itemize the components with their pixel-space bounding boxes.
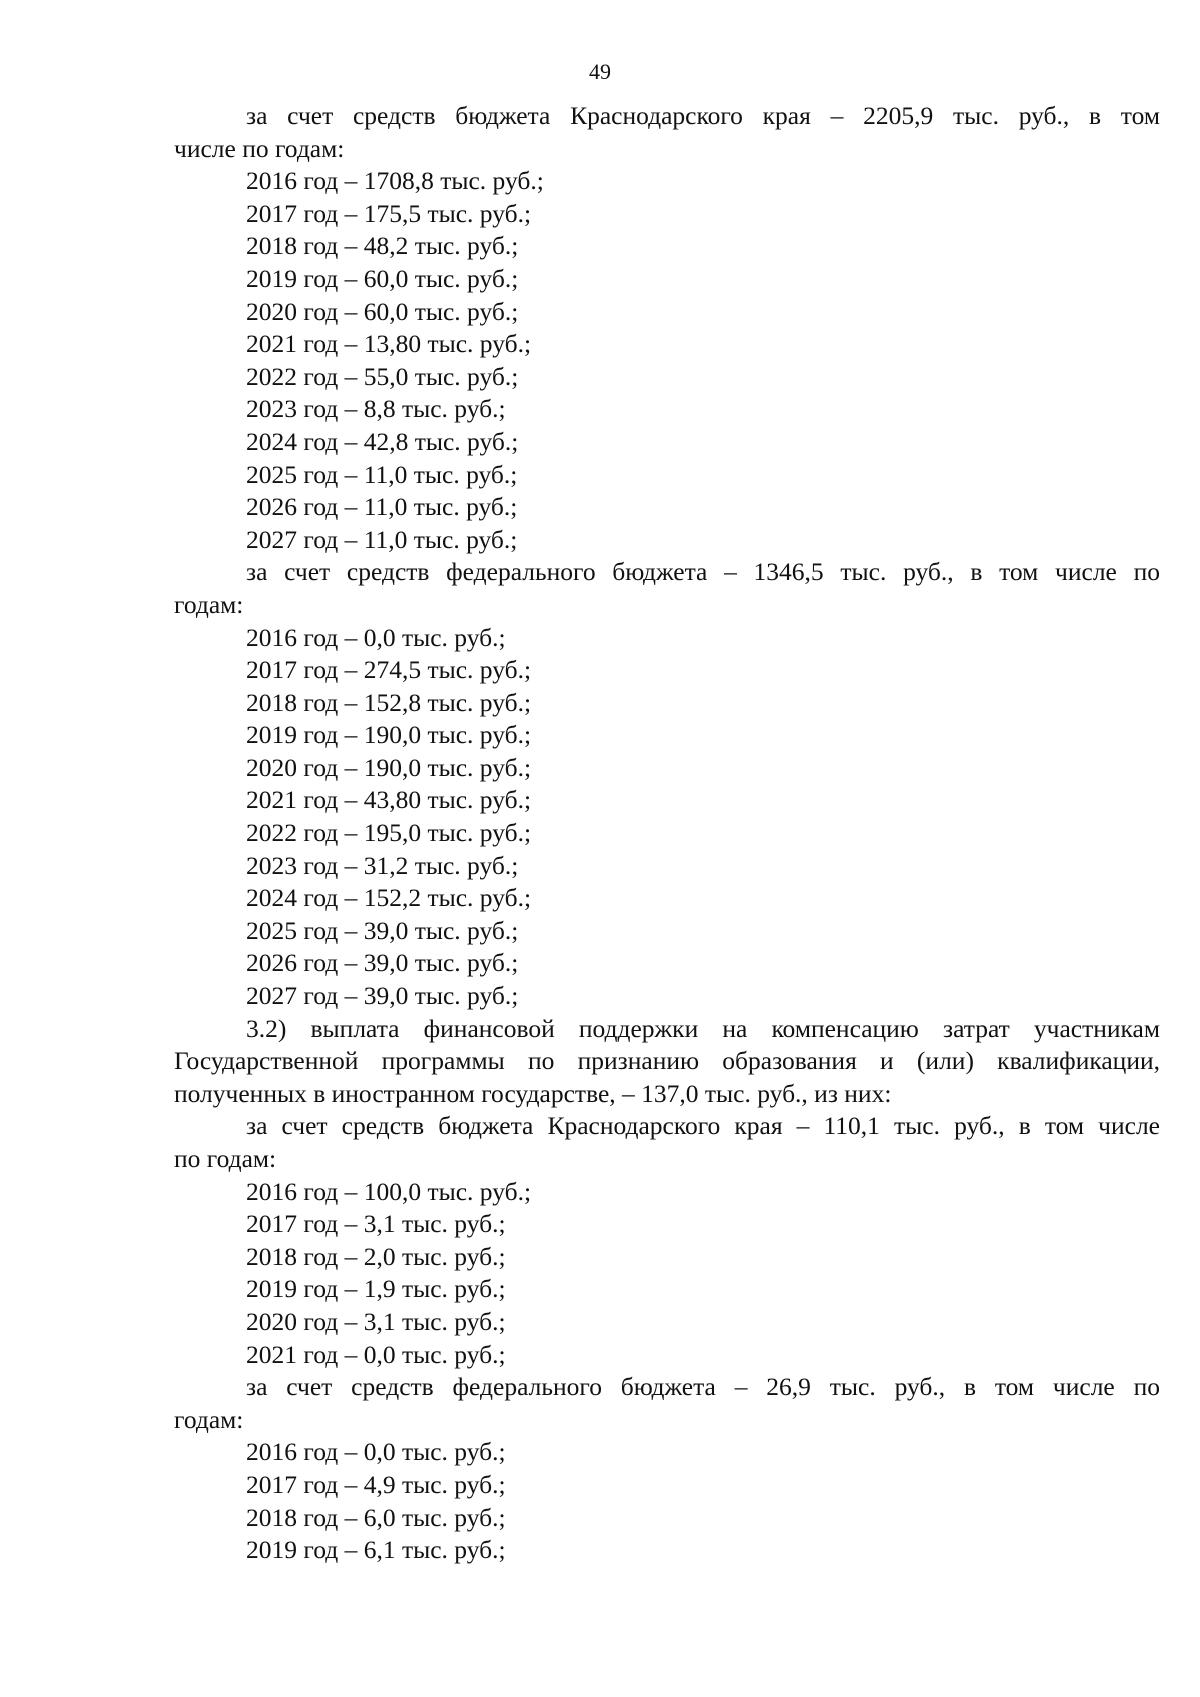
year-amount-line: 2017 год – 4,9 тыс. руб.; (246, 1469, 506, 1499)
year-amount-line: 2019 год – 1,9 тыс. руб.; (246, 1274, 506, 1304)
year-amount-line: 2025 год – 39,0 тыс. руб.; (246, 915, 519, 945)
year-amount-line: 2018 год – 6,0 тыс. руб.; (246, 1502, 506, 1532)
year-amount-line: 2021 год – 0,0 тыс. руб.; (246, 1339, 506, 1369)
paragraph-line: за счет средств бюджета Краснодарского края – 2205,9 тыс. руб., в том (246, 101, 1160, 130)
year-amount-line: 2024 год – 42,8 тыс. руб.; (246, 426, 519, 456)
year-amount-line: 2023 год – 8,8 тыс. руб.; (246, 394, 506, 424)
paragraph-line: за счет средств бюджета Краснодарского края – 110,1 тыс. руб., в том числе (246, 1111, 1160, 1141)
paragraph-federal-budget-2 (174, 1371, 1160, 1436)
paragraph-line: годам: (174, 1404, 244, 1434)
page-number: 49 (589, 59, 611, 84)
paragraph-line: 3.2) выплата финансовой поддержки на компенсацию затрат участникам (246, 1013, 1160, 1043)
paragraph-line: Государственной программы по признанию образования и (или) квалификации, (174, 1046, 1160, 1076)
year-amount-line: 2022 год – 195,0 тыс. руб.; (246, 818, 532, 848)
year-amount-line: 2016 год – 0,0 тыс. руб.; (246, 622, 506, 652)
year-amount-line: 2022 год – 55,0 тыс. руб.; (246, 361, 519, 391)
year-amount-line: 2017 год – 3,1 тыс. руб.; (246, 1209, 506, 1239)
paragraph-regional-budget-2 (174, 1110, 1160, 1175)
year-amount-line: 2026 год – 39,0 тыс. руб.; (246, 948, 519, 978)
paragraph-line: по годам: (174, 1144, 277, 1173)
paragraph-line: полученных в иностранном государстве, – 137,0 тыс. руб., из них: (174, 1078, 892, 1108)
year-amount-line: 2027 год – 11,0 тыс. руб.; (246, 524, 518, 554)
year-amount-line: 2018 год – 2,0 тыс. руб.; (246, 1241, 506, 1271)
year-amount-line: 2016 год – 100,0 тыс. руб.; (246, 1176, 532, 1206)
year-amount-line: 2025 год – 11,0 тыс. руб.; (246, 459, 518, 489)
paragraph-line: за счет средств федерального бюджета – 1346,5 тыс. руб., в том числе по (246, 557, 1160, 587)
year-amount-line: 2024 год – 152,2 тыс. руб.; (246, 883, 532, 913)
year-amount-line: 2023 год – 31,2 тыс. руб.; (246, 850, 519, 880)
year-amount-line: 2021 год – 43,80 тыс. руб.; (246, 785, 532, 815)
year-amount-line: 2019 год – 190,0 тыс. руб.; (246, 720, 532, 750)
year-amount-line: 2019 год – 6,1 тыс. руб.; (246, 1535, 506, 1565)
year-amount-line: 2016 год – 1708,8 тыс. руб.; (246, 166, 544, 196)
document-body (174, 100, 1160, 1567)
year-amount-line: 2017 год – 175,5 тыс. руб.; (246, 198, 532, 228)
paragraph-line: числе по годам: (174, 133, 345, 163)
year-amount-line: 2018 год – 152,8 тыс. руб.; (246, 687, 532, 717)
year-amount-line: 2020 год – 190,0 тыс. руб.; (246, 752, 532, 782)
year-amount-line: 2021 год – 13,80 тыс. руб.; (246, 329, 532, 359)
year-amount-line: 2027 год – 39,0 тыс. руб.; (246, 981, 519, 1011)
year-amount-line: 2016 год – 0,0 тыс. руб.; (246, 1437, 506, 1467)
paragraph-regional-budget-1 (174, 100, 1160, 165)
year-amount-line: 2019 год – 60,0 тыс. руб.; (246, 263, 519, 293)
year-amount-line: 2018 год – 48,2 тыс. руб.; (246, 231, 519, 261)
paragraph-line: годам: (174, 589, 244, 619)
year-amount-line: 2017 год – 274,5 тыс. руб.; (246, 655, 532, 685)
paragraph-item-3-2 (174, 1013, 1160, 1111)
year-amount-line: 2020 год – 3,1 тыс. руб.; (246, 1306, 506, 1336)
paragraph-federal-budget-1 (174, 556, 1160, 621)
year-amount-line: 2026 год – 11,0 тыс. руб.; (246, 492, 518, 522)
year-amount-line: 2020 год – 60,0 тыс. руб.; (246, 296, 519, 326)
paragraph-line: за счет средств федерального бюджета – 26,9 тыс. руб., в том числе по (246, 1372, 1160, 1402)
